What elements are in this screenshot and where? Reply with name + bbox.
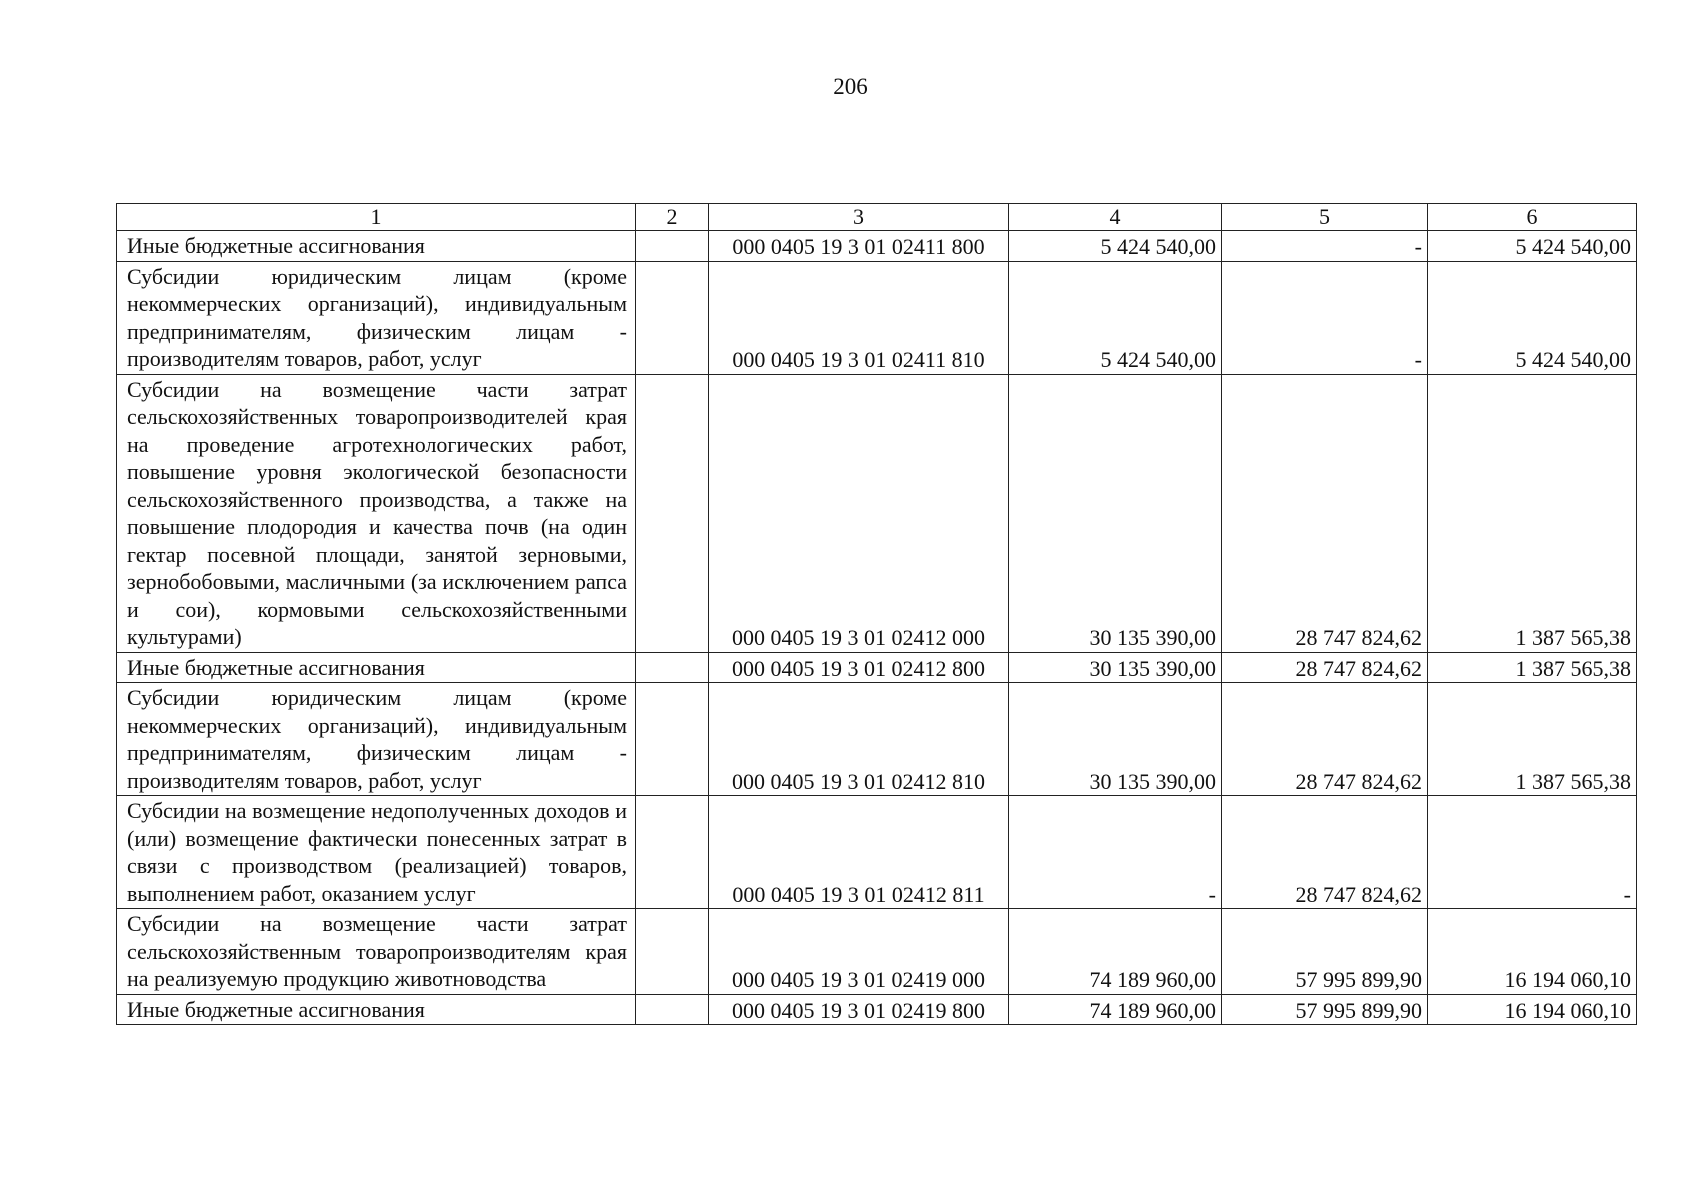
table-row: [117, 652, 1637, 683]
row-approved: 5 424 540,00: [1009, 261, 1222, 374]
row-code: 000 0405 19 3 01 02419 000: [709, 909, 1009, 995]
row-executed: -: [1222, 231, 1428, 262]
table-row: [117, 374, 1637, 652]
row-col2: [636, 231, 709, 262]
header-col-2: 2: [636, 204, 709, 231]
header-col-6: 6: [1428, 204, 1637, 231]
header-col-1: 1: [117, 204, 636, 231]
row-remainder: 1 387 565,38: [1428, 683, 1637, 796]
row-code: 000 0405 19 3 01 02412 811: [709, 796, 1009, 909]
row-code: 000 0405 19 3 01 02411 810: [709, 261, 1009, 374]
row-executed: 28 747 824,62: [1222, 374, 1428, 652]
row-code: 000 0405 19 3 01 02419 800: [709, 994, 1009, 1025]
row-executed: 28 747 824,62: [1222, 652, 1428, 683]
table-row: [117, 994, 1637, 1025]
row-approved: 74 189 960,00: [1009, 994, 1222, 1025]
table-row: [117, 683, 1637, 796]
header-col-4: 4: [1009, 204, 1222, 231]
table-row: [117, 796, 1637, 909]
row-name: Субсидии на возмещение недополученных доходов и (или) возмещение фактически понесенных затрат в связи с производством (реализацией) товаров, выполнением работ, оказанием услуг: [117, 796, 636, 909]
row-name: Субсидии на возмещение части затрат сельскохозяйственным товаропроизводителям края на реализуемую продукцию животноводства: [117, 909, 636, 995]
row-executed: 57 995 899,90: [1222, 994, 1428, 1025]
row-remainder: 16 194 060,10: [1428, 909, 1637, 995]
table-row: [117, 909, 1637, 995]
row-approved: 74 189 960,00: [1009, 909, 1222, 995]
row-approved: 30 135 390,00: [1009, 652, 1222, 683]
row-executed: -: [1222, 261, 1428, 374]
table-row: [117, 231, 1637, 262]
row-col2: [636, 683, 709, 796]
row-remainder: 16 194 060,10: [1428, 994, 1637, 1025]
row-remainder: 1 387 565,38: [1428, 374, 1637, 652]
row-approved: 5 424 540,00: [1009, 231, 1222, 262]
row-approved: 30 135 390,00: [1009, 374, 1222, 652]
header-row: [117, 204, 1637, 231]
row-code: 000 0405 19 3 01 02412 000: [709, 374, 1009, 652]
header-col-3: 3: [709, 204, 1009, 231]
row-name: Субсидии на возмещение части затрат сельскохозяйственных товаропроизводителей края на проведение агротехнологических работ, повышение уровня экологической безопасности сельскохозяйственного производства, а также на повышение плодородия и качества почв (на один гектар посевной площади, занятой зерновыми, зернобобовыми, масличными (за исключением рапса и сои), кормовыми сельскохозяйственными культурами): [117, 374, 636, 652]
row-col2: [636, 796, 709, 909]
row-col2: [636, 374, 709, 652]
row-code: 000 0405 19 3 01 02411 800: [709, 231, 1009, 262]
row-executed: 28 747 824,62: [1222, 683, 1428, 796]
row-name: Иные бюджетные ассигнования: [117, 994, 636, 1025]
row-remainder: 5 424 540,00: [1428, 231, 1637, 262]
row-name: Иные бюджетные ассигнования: [117, 231, 636, 262]
row-col2: [636, 994, 709, 1025]
row-executed: 57 995 899,90: [1222, 909, 1428, 995]
row-code: 000 0405 19 3 01 02412 810: [709, 683, 1009, 796]
page-number: 206: [833, 74, 868, 99]
row-col2: [636, 261, 709, 374]
row-col2: [636, 909, 709, 995]
row-code: 000 0405 19 3 01 02412 800: [709, 652, 1009, 683]
row-name: Субсидии юридическим лицам (кроме некоммерческих организаций), индивидуальным предпринимателям, физическим лицам - производителям товаров, работ, услуг: [117, 261, 636, 374]
row-approved: -: [1009, 796, 1222, 909]
header-col-5: 5: [1222, 204, 1428, 231]
row-remainder: 1 387 565,38: [1428, 652, 1637, 683]
budget-table: [116, 203, 1637, 1025]
row-name: Иные бюджетные ассигнования: [117, 652, 636, 683]
row-name: Субсидии юридическим лицам (кроме некоммерческих организаций), индивидуальным предпринимателям, физическим лицам - производителям товаров, работ, услуг: [117, 683, 636, 796]
row-executed: 28 747 824,62: [1222, 796, 1428, 909]
row-remainder: 5 424 540,00: [1428, 261, 1637, 374]
row-col2: [636, 652, 709, 683]
row-approved: 30 135 390,00: [1009, 683, 1222, 796]
row-remainder: -: [1428, 796, 1637, 909]
table-row: [117, 261, 1637, 374]
